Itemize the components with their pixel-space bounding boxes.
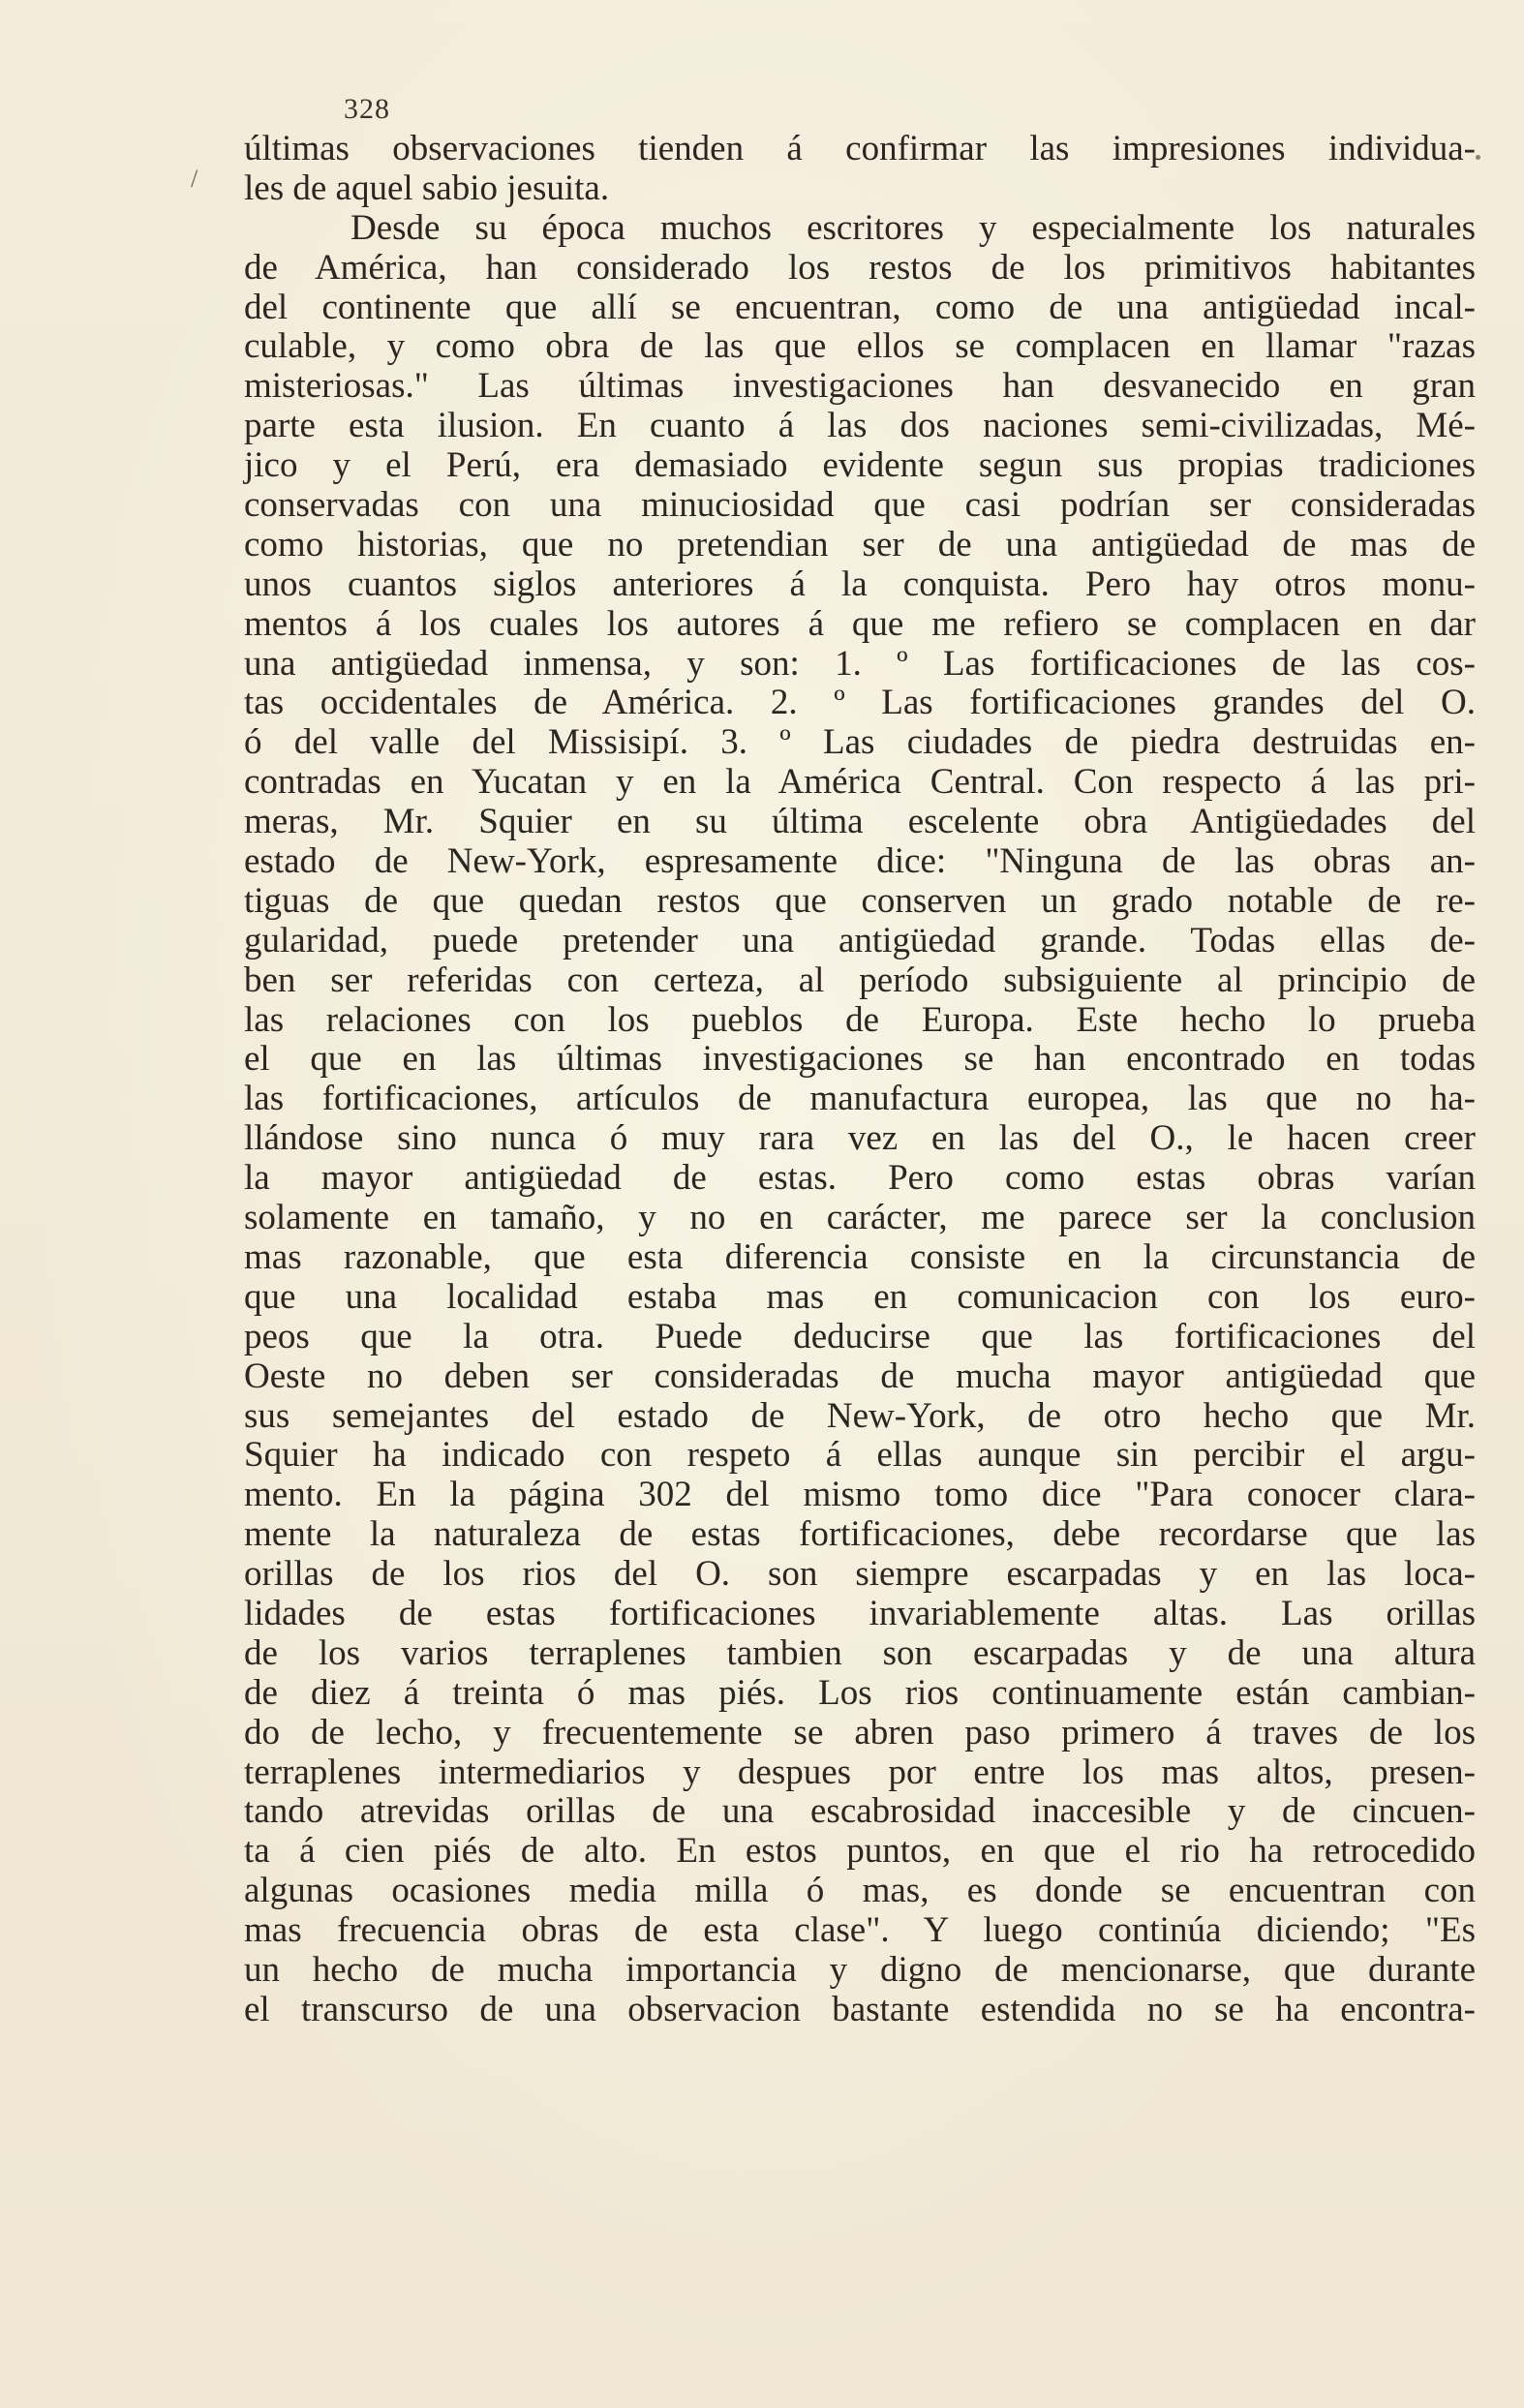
text-line: meras, Mr. Squier en su última escelente obra Antigüedades del [244, 802, 1476, 842]
text-line: el que en las últimas investigaciones se han encontrado en todas [244, 1039, 1476, 1080]
text-line: un hecho de mucha importancia y digno de mencionarse, que durante [244, 1949, 1476, 1990]
text-line: del continente que allí se encuentran, como de una antigüedad incal- [244, 287, 1476, 327]
text-line: mentos á los cuales los autores á que me refiero se complacen en dar [244, 603, 1476, 644]
text-line: una antigüedad inmensa, y son: 1. º Las fortificaciones de las cos- [244, 643, 1476, 684]
text-line: de diez á treinta ó mas piés. Los rios continuamente están cambian- [244, 1672, 1476, 1713]
text-line: de América, han considerado los restos de los primitivos habitantes [244, 247, 1476, 288]
text-line: les de aquel sabio jesuita. [244, 168, 610, 208]
text-line: parte esta ilusion. En cuanto á las dos naciones semi-civilizadas, Mé- [244, 406, 1476, 446]
text-line: de los varios terraplenes tambien son escarpadas y de una altura [244, 1632, 1476, 1673]
text-line: las fortificaciones, artículos de manufactura europea, las que no ha- [244, 1079, 1476, 1119]
text-line: conservadas con una minuciosidad que casi podrían ser consideradas [244, 485, 1476, 526]
text-line: estado de New-York, espresamente dice: "Ninguna de las obras an- [244, 841, 1476, 882]
text-line: Oeste no deben ser consideradas de mucha mayor antigüedad que [244, 1356, 1476, 1396]
text-line: unos cuantos siglos anteriores á la conquista. Pero hay otros monu- [244, 564, 1476, 604]
body-text [244, 130, 1476, 2030]
margin-mark: / [191, 165, 198, 193]
page-number: 328 [344, 93, 390, 125]
text-line: las relaciones con los pueblos de Europa. Este hecho lo prueba [244, 999, 1476, 1040]
text-line: Desde su época muchos escritores y especialmente los naturales [351, 207, 1476, 248]
text-line: llándose sino nunca ó muy rara vez en las del O., le hacen creer [244, 1118, 1476, 1159]
text-line: algunas ocasiones media milla ó mas, es donde se encuentran con [244, 1871, 1476, 1911]
text-line: orillas de los rios del O. son siempre escarpadas y en las loca- [244, 1554, 1476, 1595]
text-line: tando atrevidas orillas de una escabrosidad inaccesible y de cincuen- [244, 1791, 1476, 1832]
text-line: tas occidentales de América. 2. º Las fortificaciones grandes del O. [244, 683, 1476, 723]
text-line: gularidad, puede pretender una antigüedad grande. Todas ellas de- [244, 920, 1476, 960]
text-line: sus semejantes del estado de New-York, de otro hecho que Mr. [244, 1395, 1476, 1436]
margin-dot [1476, 155, 1480, 160]
text-line: últimas observaciones tienden á confirmar las impresiones individua- [244, 129, 1476, 168]
text-line: la mayor antigüedad de estas. Pero como estas obras varían [244, 1158, 1476, 1199]
text-line: peos que la otra. Puede deducirse que las fortificaciones del [244, 1316, 1476, 1356]
text-line: el transcurso de una observacion bastante estendida no se ha encontra- [244, 1989, 1476, 2029]
text-line: mas razonable, que esta diferencia consiste en la circunstancia de [244, 1236, 1476, 1277]
text-line: solamente en tamaño, y no en carácter, me parece ser la conclusion [244, 1198, 1476, 1238]
text-line: mente la naturaleza de estas fortificaciones, debe recordarse que las [244, 1514, 1476, 1555]
text-line: terraplenes intermediarios y despues por entre los mas altos, presen- [244, 1752, 1476, 1792]
text-line: ta á cien piés de alto. En estos puntos, en que el rio ha retrocedido [244, 1831, 1476, 1872]
text-line: jico y el Perú, era demasiado evidente segun sus propias tradiciones [244, 445, 1476, 486]
text-line: ó del valle del Missisipí. 3. º Las ciudades de piedra destruidas en- [244, 722, 1476, 763]
text-line: como historias, que no pretendian ser de una antigüedad de mas de [244, 524, 1476, 564]
text-line: ben ser referidas con certeza, al período subsiguiente al principio de [244, 960, 1476, 1000]
text-line: mento. En la página 302 del mismo tomo dice "Para conocer clara- [244, 1475, 1476, 1515]
text-line: lidades de estas fortificaciones invariablemente altas. Las orillas [244, 1593, 1476, 1633]
text-line: mas frecuencia obras de esta clase". Y luego continúa diciendo; "Es [244, 1910, 1476, 1951]
text-line: contradas en Yucatan y en la América Central. Con respecto á las pri- [244, 762, 1476, 803]
text-line: que una localidad estaba mas en comunicacion con los euro- [244, 1276, 1476, 1317]
text-line: Squier ha indicado con respeto á ellas aunque sin percibir el argu- [244, 1435, 1476, 1476]
text-line: misteriosas." Las últimas investigaciones han desvanecido en gran [244, 366, 1476, 407]
text-line: do de lecho, y frecuentemente se abren paso primero á traves de los [244, 1712, 1476, 1753]
text-line: culable, y como obra de las que ellos se complacen en llamar "razas [244, 326, 1476, 367]
text-line: tiguas de que quedan restos que conserven un grado notable de re- [244, 880, 1476, 921]
